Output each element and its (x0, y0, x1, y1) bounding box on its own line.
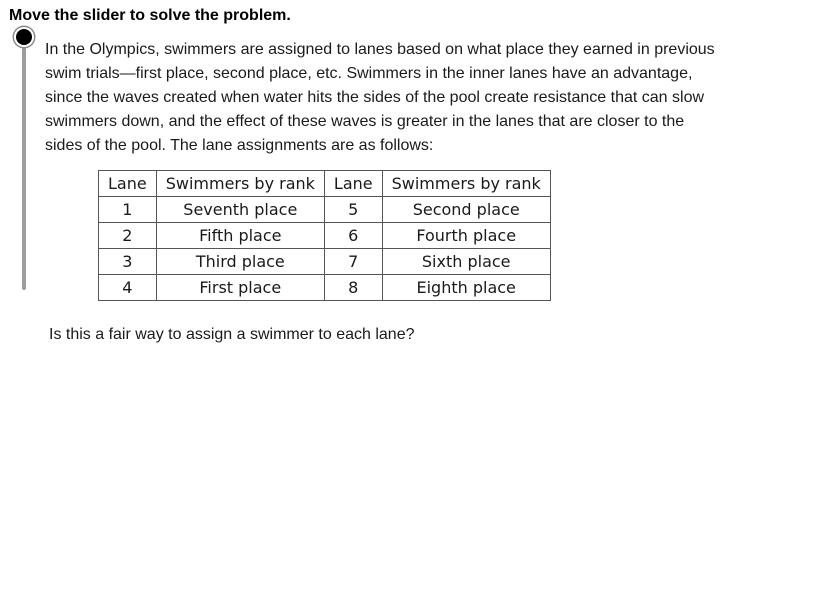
rank-cell: Fifth place (156, 223, 324, 249)
lane-cell: 6 (324, 223, 382, 249)
header-swimmers-by-rank: Swimmers by rank (382, 171, 550, 197)
paragraph-line: sides of the pool. The lane assignments are as follows: (45, 137, 434, 154)
lane-assignment-table (98, 170, 551, 301)
page-title: Move the slider to solve the problem. (9, 7, 291, 24)
rank-cell: Eighth place (382, 275, 550, 301)
paragraph-line: In the Olympics, swimmers are assigned to lanes based on what place they earned in previous (45, 41, 715, 58)
paragraph-line: swimmers down, and the effect of these waves is greater in the lanes that are closer to the (45, 113, 685, 130)
table-row (99, 223, 551, 249)
rank-cell: Second place (382, 197, 550, 223)
table-row (99, 197, 551, 223)
lane-cell: 7 (324, 249, 382, 275)
question-text: Is this a fair way to assign a swimmer to each lane? (49, 326, 415, 343)
lane-cell: 4 (99, 275, 157, 301)
lane-cell: 3 (99, 249, 157, 275)
table-header-row (99, 171, 551, 197)
table-row (99, 275, 551, 301)
rank-cell: Sixth place (382, 249, 550, 275)
problem-paragraph (45, 38, 735, 158)
rank-cell: Fourth place (382, 223, 550, 249)
slider-track[interactable] (22, 38, 26, 290)
header-swimmers-by-rank: Swimmers by rank (156, 171, 324, 197)
table-row (99, 249, 551, 275)
lane-cell: 1 (99, 197, 157, 223)
lane-cell: 8 (324, 275, 382, 301)
rank-cell: Third place (156, 249, 324, 275)
header-lane: Lane (99, 171, 157, 197)
lane-cell: 5 (324, 197, 382, 223)
slider-handle[interactable] (16, 29, 32, 45)
rank-cell: Seventh place (156, 197, 324, 223)
paragraph-line: since the waves created when water hits the sides of the pool create resistance that can slow (45, 89, 705, 106)
lane-cell: 2 (99, 223, 157, 249)
rank-cell: First place (156, 275, 324, 301)
header-lane: Lane (324, 171, 382, 197)
paragraph-line: swim trials—first place, second place, etc. Swimmers in the inner lanes have an advantage, (45, 65, 693, 82)
